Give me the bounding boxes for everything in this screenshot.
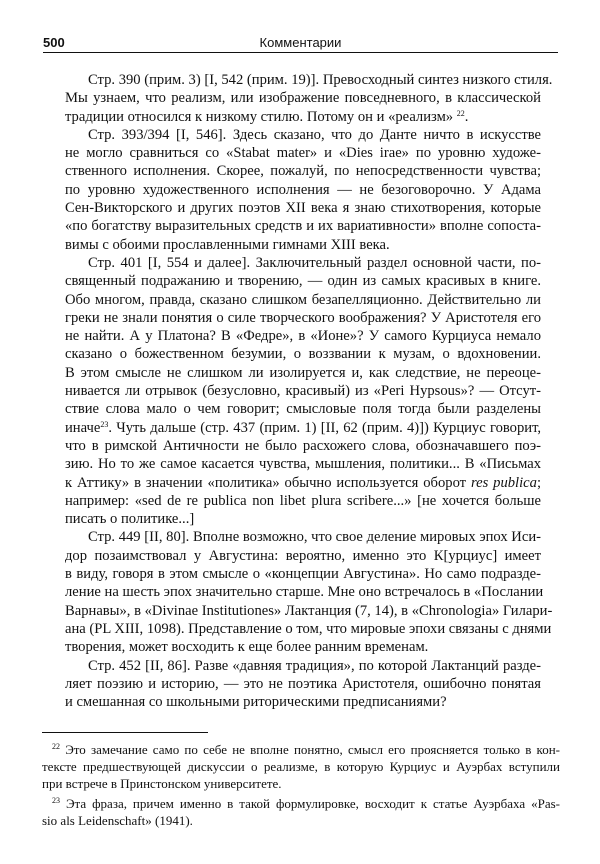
footnote-reference: 23	[100, 419, 109, 429]
text-line: Стр. 452 [II, 86]. Разве «давняя традиция», по которой Лактанций разде-	[88, 657, 541, 674]
text-line: Мы узнаем, что реализм, или изображение повседневного, в классической	[65, 90, 541, 107]
footnote-line	[42, 812, 560, 829]
text-line: в виду, говоря в этом смысле о «концепции Августина». Но само подразде-	[65, 566, 541, 583]
footnotes	[42, 741, 560, 832]
text-line: Обо многом, правда, сказано слишком безапелляционно. Действительно ли	[65, 291, 541, 308]
footnote-number: 22	[52, 742, 60, 751]
text-line: и смешанная со школьными риторическими предписаниями?	[65, 694, 447, 711]
italic-text: res publica	[470, 474, 537, 491]
text-segment: традиции относился к низкому стилю. Потому он и «реализм»	[65, 108, 457, 125]
footnote-text: sio als Leidenschaft» (1941).	[42, 813, 193, 828]
paragraph	[65, 657, 541, 712]
text-line: не могло сравниться со «Stabat mater» и «Dies irae» по уровню художе-	[65, 145, 541, 162]
text-line: Стр. 449 [II, 80]. Вполне возможно, что свое деление мировых эпох Иси-	[88, 529, 541, 546]
text-segment: иначе	[65, 419, 101, 436]
text-line: сказано о божественном безумии, о воззвании к музам, о вдохновении.	[65, 346, 541, 363]
text-line: ана (PL XIII, 1098). Представление о том, что мировые эпохи связаны с днями	[65, 620, 552, 637]
text-line	[65, 419, 541, 437]
paragraph	[65, 71, 553, 126]
text-line: Стр. 390 (прим. 3) [I, 542 (прим. 19)]. Превосходный синтез низкого стиля.	[88, 72, 553, 88]
footnote	[42, 741, 560, 792]
page-number: 500	[43, 35, 65, 50]
text-line: нивается ли отрывок (безусловно, красивый) из «Peri Hypsous»? — Отсут-	[65, 383, 541, 400]
text-line: «по богатству выразительных средств и их вариативности» вполне сопоста-	[65, 218, 541, 235]
text-line: Стр. 393/394 [I, 546]. Здесь сказано, что до Данте ничто в искусстве	[88, 126, 541, 143]
text-line: ственного исполнения. Скорее, пожалуй, по непосредственности чувства;	[65, 163, 541, 180]
main-text	[65, 71, 553, 711]
footnote-line	[42, 775, 560, 792]
text-segment: ;	[536, 474, 542, 491]
text-line: ствие слова мало о чем говорит; смысловые поля тогда были разделены	[65, 401, 541, 418]
text-segment: . Чуть дальше (стр. 437 (прим. 1) [II, 62 (прим. 4)]) Курциус говорит,	[108, 419, 541, 436]
text-line: что в римской Античности не было расхожего слова, обозначавшего поэ-	[65, 437, 541, 454]
text-line: творения, может восходить к еще более ранним временам.	[65, 639, 429, 656]
footnote-reference: 22	[456, 108, 465, 118]
text-line: вимы с обоими прославленными гимнами XIII века.	[65, 236, 390, 253]
text-line: священный подражанию и творению, — один из самых красивых в книге.	[65, 273, 541, 290]
text-line: Сен-Викторского и других поэтов XII века я знаю стихотворения, которые	[65, 200, 541, 217]
footnote-text: при встрече в Принстонском университете.	[42, 776, 282, 791]
text-line: зию. Но то же самое касается чувства, мышления, политики... В «Письмах	[65, 456, 541, 473]
text-line: Варнавы», в «Divinae Institutiones» Лактанция (7, 14), в «Chronologia» Гилари-	[65, 602, 553, 619]
text-segment: к Аттику» в значении «политика» обычно используется оборот	[65, 474, 471, 491]
text-line	[65, 108, 541, 126]
footnote-text: тексте предшествующей дискуссии о реализме, в которую Курциус и Ауэрбах вступили	[42, 759, 560, 774]
paragraph	[65, 126, 541, 254]
text-line: ляет поэзию и историю, — это не поэтика Аристотеля, ошибочно понятая	[65, 675, 541, 692]
footnote-line	[42, 795, 560, 812]
text-line: дор позаимствовал у Августина: вероятно, именно это К[урциус] имеет	[65, 547, 541, 564]
text-line: греки не знали понятия о силе творческого воображения? У Аристотеля его	[65, 309, 541, 326]
footnote-divider	[42, 732, 208, 733]
text-line: ление на шесть эпох значительно старше. Мне оно встречалось в «Послании	[65, 584, 544, 601]
footnote	[42, 795, 560, 829]
footnote-number: 23	[52, 796, 60, 805]
text-line	[65, 474, 541, 492]
text-line: не найти. А у Платона? В «Федре», в «Ионе»? У самого Курциуса немало	[65, 328, 541, 345]
text-segment: .	[464, 108, 469, 125]
text-line: В этом смысле не слишком ли изолируется и, как следствие, не переоце-	[65, 364, 541, 381]
footnote-line	[42, 758, 560, 775]
text-line: по уровню художественного исполнения — не безоговорочно. У Адама	[65, 181, 541, 198]
footnote-line	[42, 741, 560, 758]
text-line: например: «sed de re publica non libet plura scribere...» [не хочется больше	[65, 492, 541, 509]
running-header	[43, 35, 558, 53]
paragraph	[65, 528, 553, 656]
running-title: Комментарии	[259, 35, 342, 50]
footnote-text: Это замечание само по себе не вполне понятно, смысл его проясняется только в кон-	[65, 742, 561, 757]
footnote-text: Эта фраза, причем именно в такой формулировке, восходит к статье Ауэрбаха «Pas-	[65, 796, 561, 811]
text-line: писать о политике...]	[65, 511, 195, 528]
paragraph	[65, 254, 541, 528]
text-line: Стр. 401 [I, 554 и далее]. Заключительный раздел основной части, по-	[88, 254, 541, 271]
